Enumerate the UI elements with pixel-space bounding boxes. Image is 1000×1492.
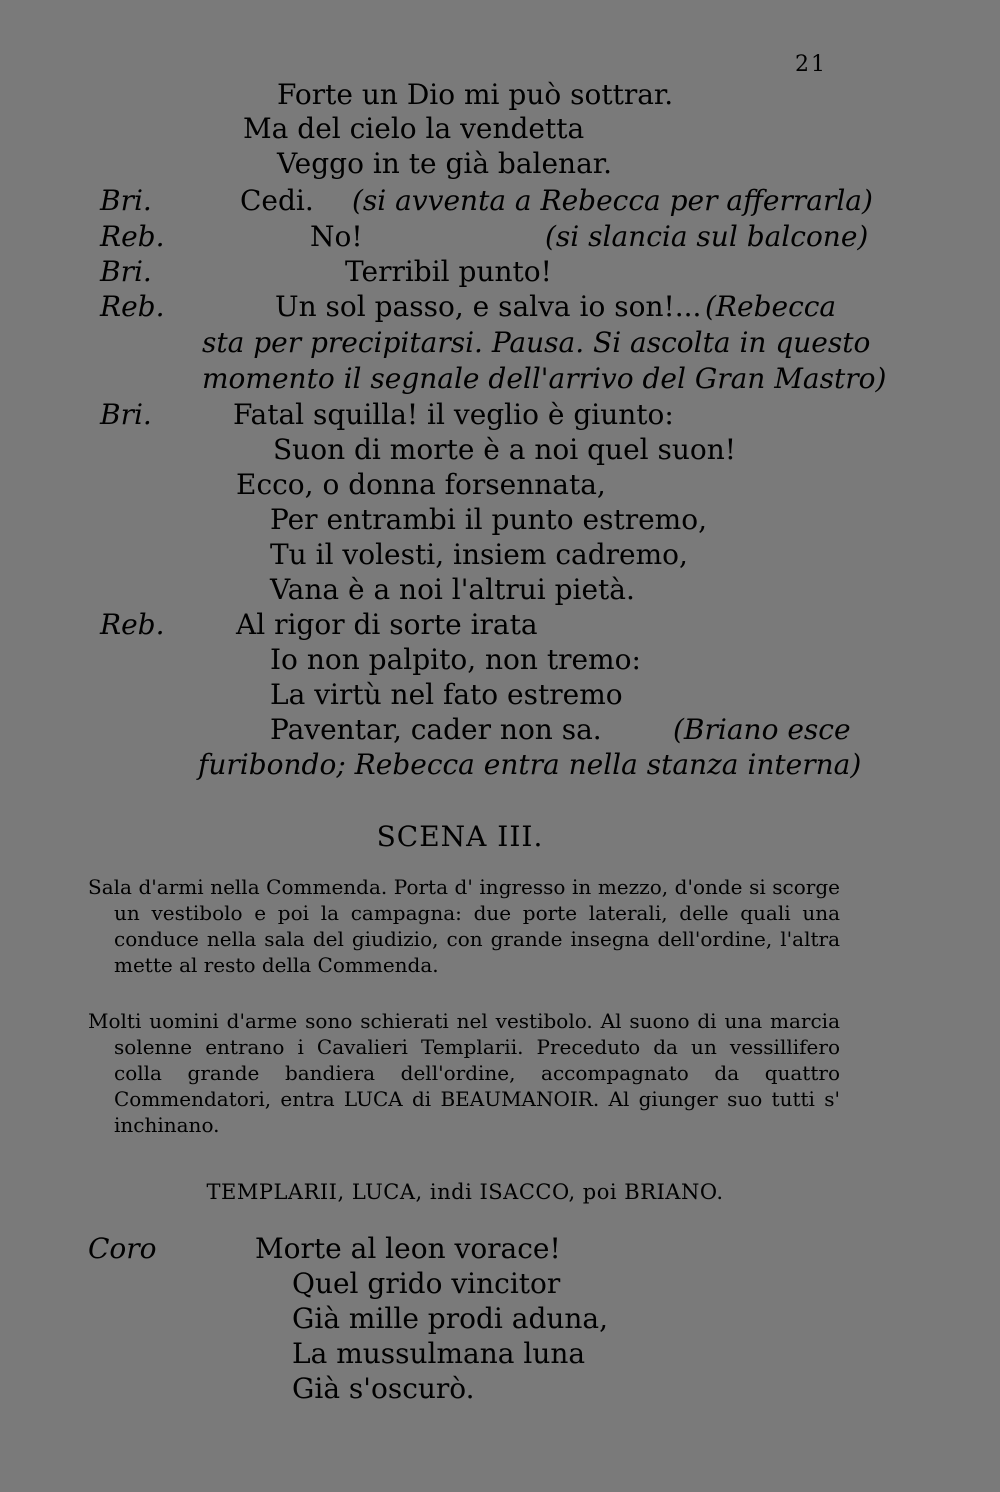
chorus-line: Già s'oscurò. [292, 1372, 475, 1405]
dialogue-line: Cedi. [240, 184, 314, 217]
dialogue-line: Io non palpito, non tremo: [270, 643, 641, 676]
scene-title: SCENA III. [376, 820, 544, 853]
verse-line: Veggo in te già balenar. [277, 147, 612, 180]
characters-line: TEMPLARII, LUCA, indi ISACCO, poi BRIANO. [206, 1180, 724, 1204]
stage-direction: (si avventa a Rebecca per afferrarla) [352, 184, 873, 217]
verse-line: Forte un Dio mi può sottrar. [277, 78, 674, 111]
dialogue-line: Ecco, o donna forsennata, [236, 468, 606, 501]
chorus-line: Morte al leon vorace! [255, 1232, 561, 1265]
stage-direction: momento il segnale dell'arrivo del Gran Mastro) [202, 362, 887, 395]
stage-direction: furibondo; Rebecca entra nella stanza interna) [198, 748, 862, 781]
setting-paragraph: Sala d'armi nella Commenda. Porta d' ingresso in mezzo, d'onde si scorge un vestibolo e poi la campagna: due porte laterali, delle quali una conduce nella sala del giudizio, con grande insegna dell'ordine, l'altra mette al resto della Commenda. [88, 875, 840, 977]
dialogue-line: Per entrambi il punto estremo, [270, 503, 707, 536]
dialogue-line: Tu il volesti, insiem cadremo, [270, 538, 688, 571]
dialogue-line: La virtù nel fato estremo [270, 678, 623, 711]
verse-line: Ma del cielo la vendetta [243, 112, 585, 145]
setting-description [88, 874, 840, 978]
speaker-label: Reb. [100, 220, 165, 253]
stage-direction: (Rebecca [705, 290, 837, 323]
dialogue-line: Un sol passo, e salva io son!... [275, 290, 702, 323]
speaker-label: Bri. [100, 398, 152, 431]
dialogue-line: Fatal squilla! il veglio è giunto: [233, 398, 674, 431]
speaker-label: Bri. [100, 184, 152, 217]
dialogue-line: No! [310, 220, 363, 253]
action-description [88, 1008, 840, 1138]
stage-direction: sta per precipitarsi. Pausa. Si ascolta in questo [202, 326, 871, 359]
chorus-line: La mussulmana luna [292, 1337, 586, 1370]
stage-direction: (si slancia sul balcone) [545, 220, 869, 253]
dialogue-line: Suon di morte è a noi quel suon! [273, 433, 737, 466]
stage-direction: (Briano esce [673, 713, 851, 746]
chorus-line: Già mille prodi aduna, [292, 1302, 609, 1335]
speaker-label: Bri. [100, 255, 152, 288]
dialogue-line: Paventar, cader non sa. [270, 713, 602, 746]
dialogue-line: Vana è a noi l'altrui pietà. [270, 573, 635, 606]
speaker-label: Reb. [100, 290, 165, 323]
action-paragraph: Molti uomini d'arme sono schierati nel vestibolo. Al suono di una marcia solenne entrano i Cavalieri Templarii. Preceduto da un vessillifero colla grande bandiera dell'ordine, accompagnato da quattro Commendatori, entra LUCA di BEAUMANOIR. Al giunger suo tutti s' inchinano. [88, 1009, 840, 1137]
dialogue-line: Al rigor di sorte irata [236, 608, 538, 641]
chorus-line: Quel grido vincitor [292, 1267, 561, 1300]
page-number: 21 [795, 52, 827, 77]
speaker-label: Coro [88, 1232, 157, 1265]
dialogue-line: Terribil punto! [345, 255, 552, 288]
speaker-label: Reb. [100, 608, 165, 641]
